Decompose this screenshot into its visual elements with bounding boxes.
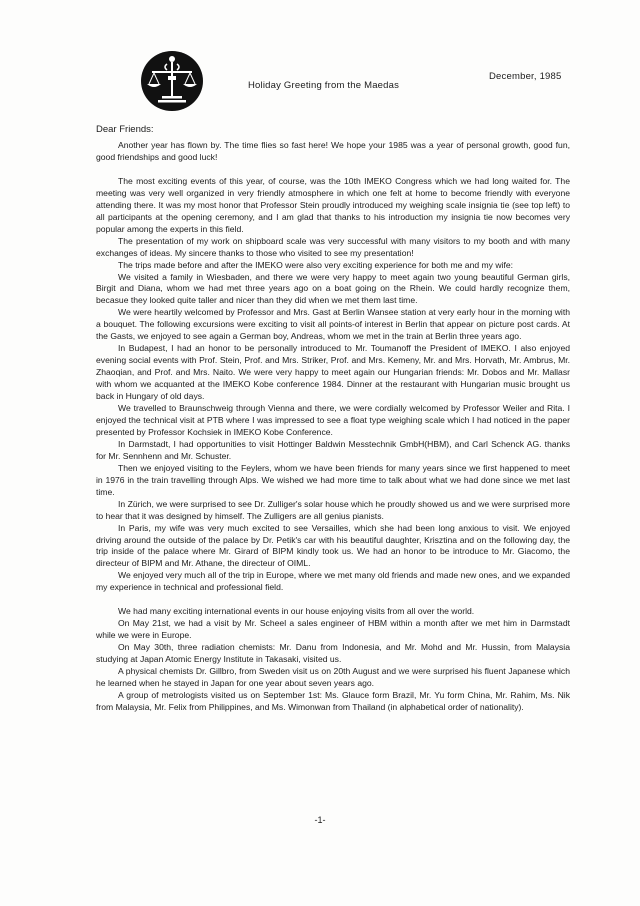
body-paragraph: Then we enjoyed visiting to the Feylers, whom we have been friends for many years since we first happened to meet in 1976 in the train travelling through Alps. We wished we had more time to talk about what we had done since we met last time. [96, 462, 570, 497]
body-paragraph: We had many exciting international events in our house enjoying visits from all over the world. [118, 606, 475, 617]
body-paragraph: On May 21st, we had a visit by Mr. Scheel a sales engineer of HBM within a month after we met him in Darmstadt while we were in Europe. [96, 618, 570, 641]
body-paragraph: In Zürich, we were surprised to see Dr. Zulliger's solar house which he proudly showed us and we were surprised more to hear that it was designed by himself. The Zulligers are all genius pianists. [96, 498, 570, 521]
body-paragraph: The most exciting events of this year, of course, was the 10th IMEKO Congress which we had long waited for. The meeting was very well organized in very friendly atmosphere in which one felt at home to become friendly with everyone attending there. It was my most honor that Professor Stein proudly introduced my weighing scale insignia tie (see top left) to all participants at the opening ceremony, and I am glad that thanks to his introduction my insignia tie now becomes very popular among the experts in this field. [96, 175, 570, 234]
body-paragraph: In Budapest, I had an honor to be personally introduced to Mr. Toumanoff the President of IMEKO. I also enjoyed evening social events with Prof. Stein, Prof. and Mrs. Striker, Prof. and Mrs. Kemeny, Mr. and Mrs. Horvath, Mr. Ambrus, Mr. Zhaoqian, and Prof. and Mrs. Naito. We were very happy to meet again our Hungarian friends: Mr. Dobos and Mr. Mallasr with whom we acquanted at the IMEKO Kobe conference 1984. Dinner at the restaurant with Hungarian music brought us back in Hungary of old days. [96, 343, 570, 402]
body-paragraph: We enjoyed very much all of the trip in Europe, where we met many old friends and made new ones, and we expanded my experience in technical and professional field. [96, 570, 570, 593]
body-paragraph: A physical chemists Dr. Gillbro, from Sweden visit us on 20th August and we were surprised his fluent Japanese which he learned when he stayed in Japan for one year about seven years ago. [96, 666, 570, 688]
body-paragraph: Another year has flown by. The time flies so fast here! We hope your 1985 was a year of personal growth, good fun, good friendships and good luck! [96, 140, 570, 162]
body-paragraph: We were heartily welcomed by Professor and Mrs. Gast at Berlin Wansee station at very early hour in the morning with a bouquet. The following excursions were exciting to visit all points-of interest in Berlin that appear on picture post cards. At the Gasts, we enjoyed to see again a German boy, Andreas, whom we met in the train at Berlin three years ago. [96, 307, 570, 342]
body-paragraph: In Darmstadt, I had opportunities to visit Hottinger Baldwin Messtechnik GmbH(HBM), and Carl Schenck AG. thanks for Mr. Sennhenn and Mr. Schuster. [96, 438, 570, 461]
page-number: -1- [314, 815, 326, 825]
body-paragraph: In Paris, my wife was very much excited to see Versailles, which she had been long anxious to visit. We enjoyed driving around the outside of the palace by Dr. Petik's car with his beautiful daughter, Krisztina and on the following day, the trip inside of the palace where Mr. Girard of BIPM kindly took us. We had an honor to be introduce to Mr. Giacomo, the directeur of BIPM and Mr. Athane, the directeur of OIML. [96, 522, 570, 569]
scale-insignia-logo [140, 50, 204, 112]
body-paragraph: On May 30th, three radiation chemists: Mr. Danu from Indonesia, and Mr. Mohd and Mr. Hussin, from Malaysia studying at Japan Atomic Energy Institute in Takasaki, visited us. [96, 642, 570, 665]
letter-body [96, 140, 570, 714]
letter-title: Holiday Greeting from the Maedas [248, 80, 400, 91]
letter-date: December, 1985 [489, 71, 562, 82]
body-paragraph: We travelled to Braunschweig through Vienna and there, we were cordially welcomed by Professor Weiler and Rita. I enjoyed the technical visit at PTB where I was impressed to see a float type weighing scale which I had noticed in the paper presented by Professor Kochsiek in IMEKO Kobe Conference. [96, 403, 570, 437]
body-paragraph: The presentation of my work on shipboard scale was very successful with many visitors to my booth and with many exchanges of ideas. My sincere thanks to those who visited to see my presentation! [96, 235, 570, 258]
salutation: Dear Friends: [96, 124, 154, 135]
body-paragraph: We visited a family in Wiesbaden, and there we were very happy to meet again two young beautiful German girls, Birgit and Diana, whom we had met three years ago on a boat going on the Rhein. We could hardly recognize them, becasue they looked quite taller and nicer than they did when we met them last time. [96, 271, 570, 306]
body-paragraph: A group of metrologists visited us on September 1st: Ms. Glauce form Brazil, Mr. Yu form China, Mr. Rahim, Ms. Nik from Malaysia, Mr. Felix from Philippines, and Ms. Wimonwan from Thailand (in alphabetical order of nationality). [96, 689, 570, 712]
body-paragraph: The trips made before and after the IMEKO were also very exciting experience for both me and my wife: [118, 259, 514, 270]
